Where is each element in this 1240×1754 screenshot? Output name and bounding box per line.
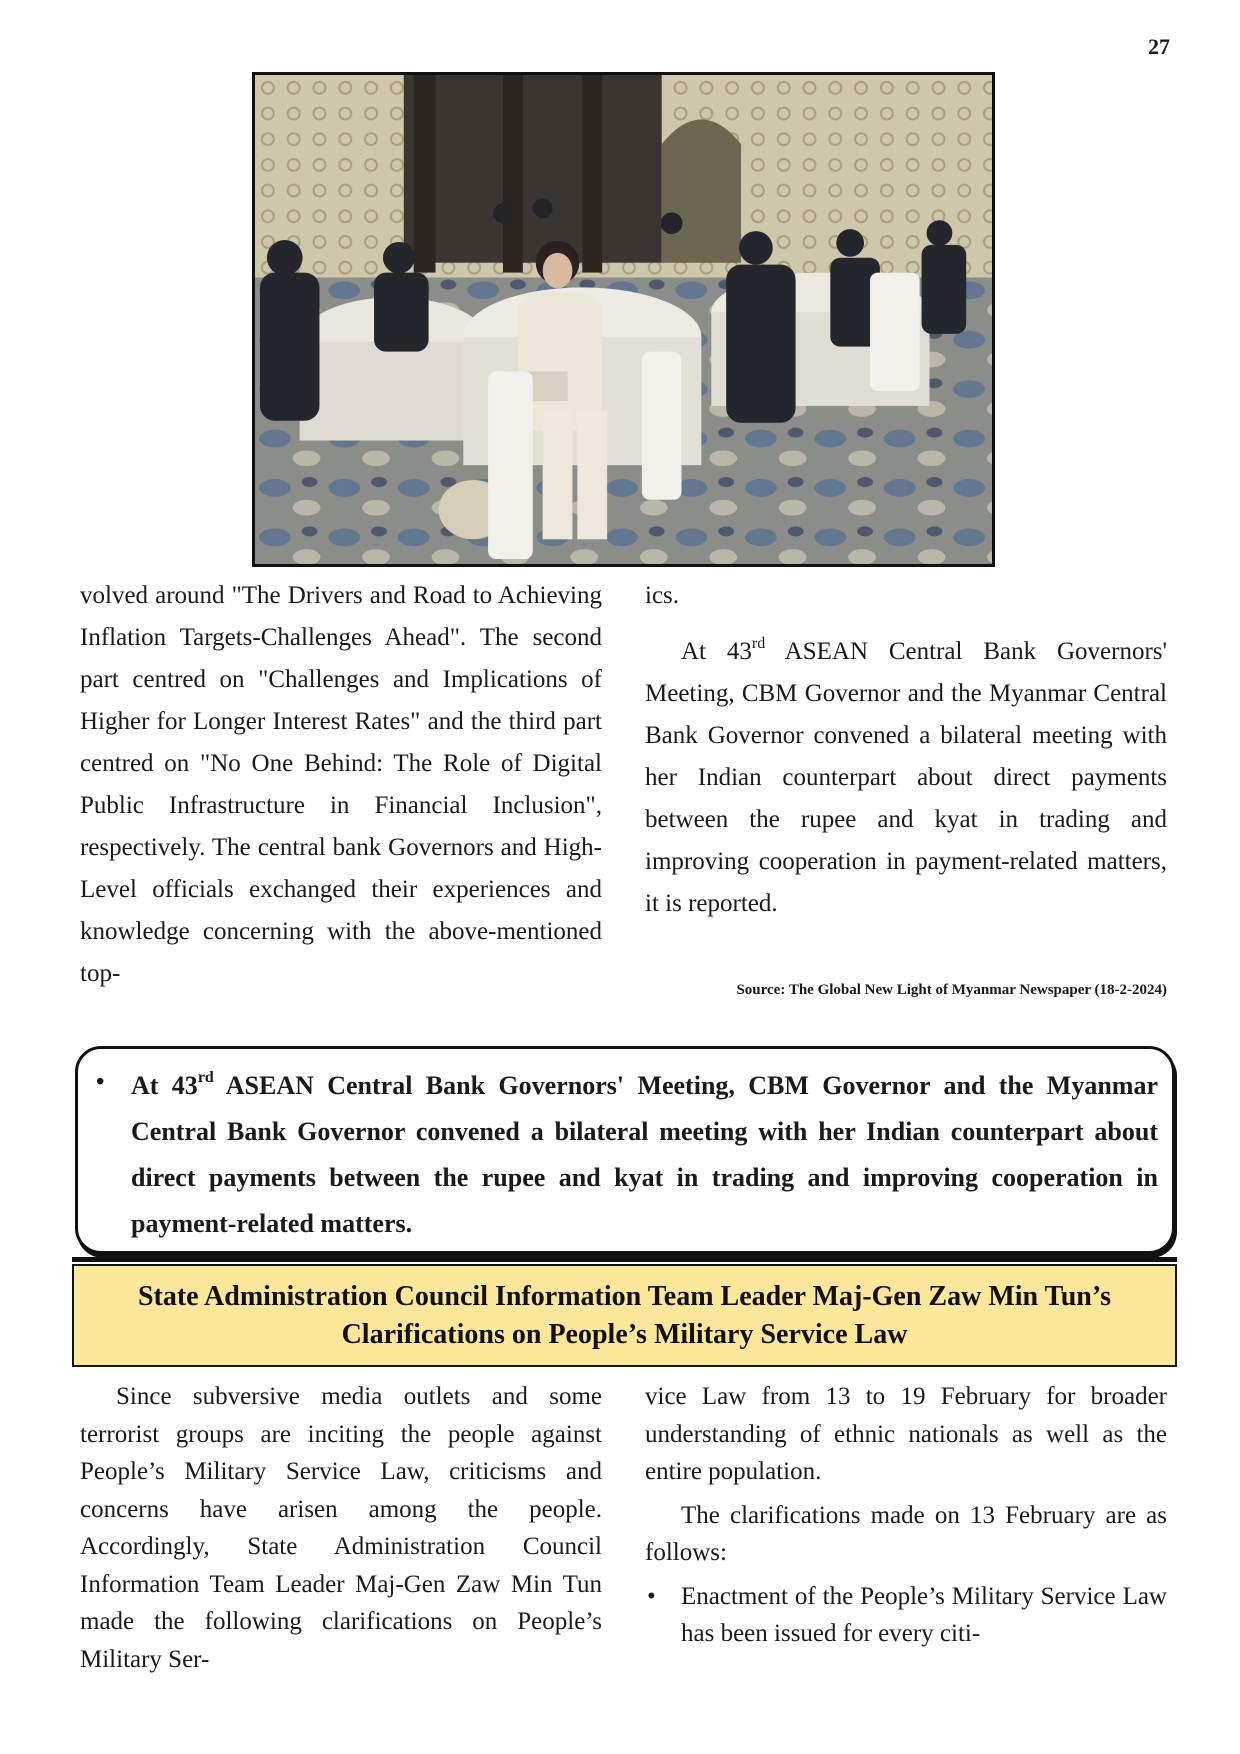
highlight-box <box>75 1046 1175 1254</box>
article-bottom-paragraph-2: The clarifications made on 13 February are as follows: <box>645 1501 1167 1566</box>
para2-rest: ASEAN Central Bank Governors' Meeting, CBM Governor and the Myanmar Central Bank Governor convened a bilateral meeting with her Indian counterpart about direct payments between the rupee and kyat in trading and improving cooperation in payment-related matters, it is reported. <box>645 638 1168 917</box>
list-item-text: Enactment of the People’s Military Service Law has been issued for every citi- <box>681 1582 1167 1647</box>
list-item <box>645 1578 1167 1653</box>
conference-photo <box>252 72 995 567</box>
para2-superscript: rd <box>751 634 766 652</box>
section-heading-box <box>72 1264 1177 1367</box>
bullet-icon: • <box>96 1069 105 1095</box>
article-top-left-column <box>80 575 602 995</box>
heading-divider <box>72 1257 1177 1262</box>
page-number: 27 <box>1148 34 1170 59</box>
bullet-icon: • <box>647 1582 656 1610</box>
article-top-left-text: volved around "The Drivers and Road to Achieving Inflation Targets-Challenges Ahead". The second part centred on "Challenges and Implications of Higher for Longer Interest Rates" and the third part centred on "No One Behind: The Role of Digital Public Infrastructure in Financial Inclusion", respectively. The central bank Governors and High-Level officials exchanged their experiences and knowledge concerning with the above-mentioned top- <box>80 582 602 987</box>
conference-photo-illustration <box>255 75 992 564</box>
article-top-right-column <box>645 575 1167 925</box>
article-bottom-right-column <box>645 1378 1167 1653</box>
highlight-rest: ASEAN Central Bank Governors' Meeting, CBM Governor and the Myanmar Central Bank Governor convened a bilateral meeting with her Indian counterpart about direct payments between the rupee and kyat in trading and improving cooperation in payment-related matters. <box>131 1071 1158 1238</box>
article-bottom-continuation: vice Law from 13 to 19 February for broader understanding of ethnic nationals as well as the entire population. <box>645 1383 1167 1485</box>
article-bottom-left-column <box>80 1378 602 1678</box>
article-bottom-left-text: Since subversive media outlets and some terrorist groups are inciting the people against People’s Military Service Law, criticisms and concerns have arisen among the people. Accordingly, State Administration Council Information Team Leader Maj-Gen Zaw Min Tun made the following clarifications on People’s Military Ser- <box>80 1383 602 1673</box>
section-heading: State Administration Council Information Team Leader Maj-Gen Zaw Min Tun’s Clarifications on People’s Military Service Law <box>137 1280 1112 1350</box>
highlight-superscript: rd <box>197 1069 214 1087</box>
highlight-prefix: At 43 <box>131 1071 198 1100</box>
para2-prefix: At 43 <box>681 638 752 665</box>
source-citation: Source: The Global New Light of Myanmar Newspaper (18-2-2024) <box>736 982 1167 998</box>
highlight-text <box>131 1063 1158 1247</box>
article-top-paragraph-2 <box>645 631 1167 925</box>
article-top-continuation: ics. <box>645 582 680 609</box>
